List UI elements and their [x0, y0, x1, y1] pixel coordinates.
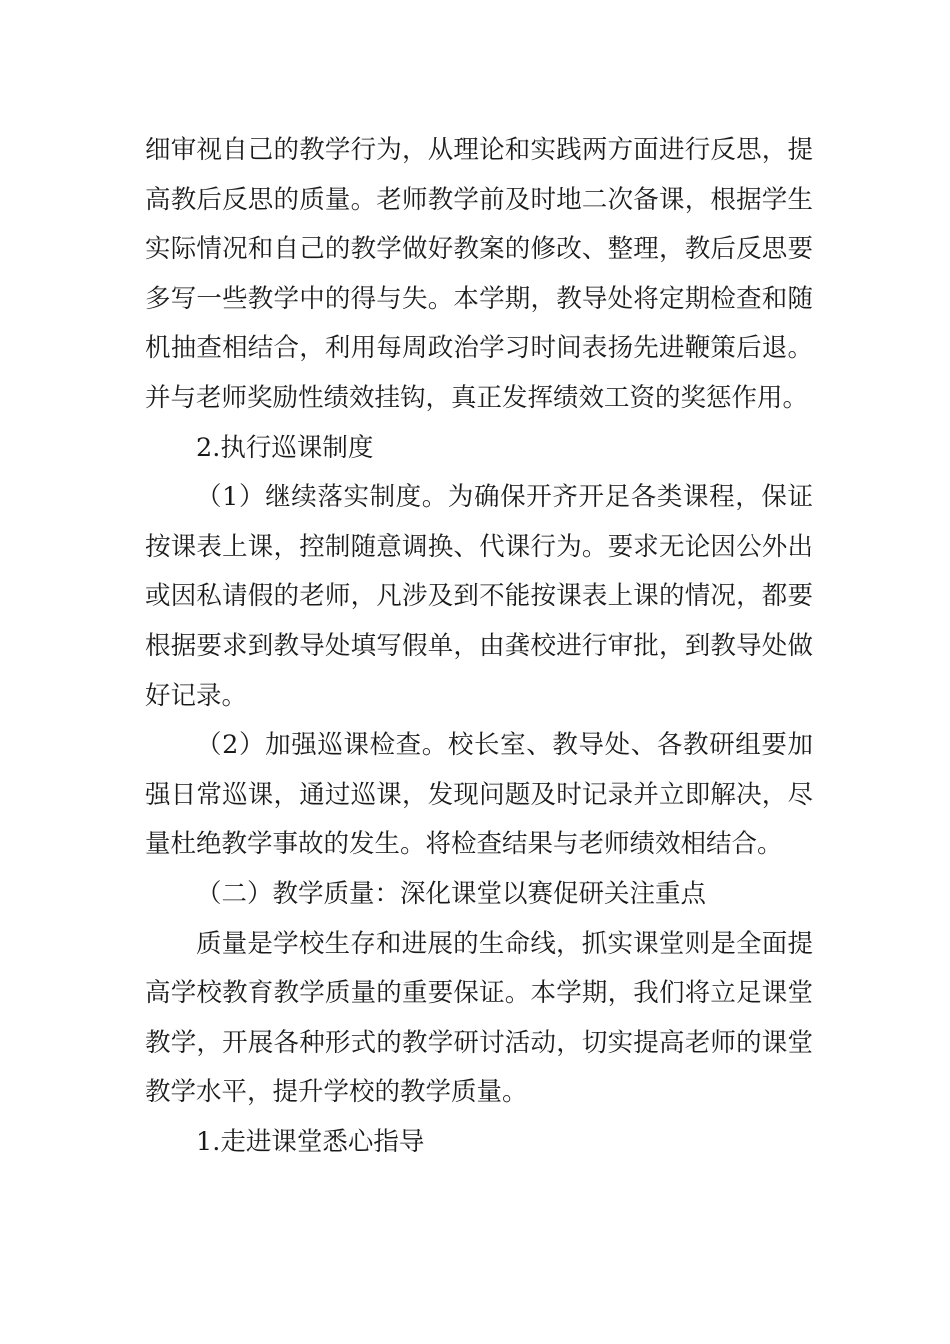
document-body: [145, 126, 813, 1167]
paragraph-quality-lifeline: 质量是学校生存和进展的生命线，抓实课堂则是全面提高学校教育教学质量的重要保证。本学期，我们将立足课堂教学，开展各种形式的教学研讨活动，切实提高老师的课堂教学水平，提升学校的教学质量。: [145, 928, 813, 1108]
heading-patrol-system: 2.执行巡课制度: [196, 432, 374, 463]
heading-enter-classroom: 1.走进课堂悉心指导: [196, 1126, 425, 1157]
heading-teaching-quality: （二）教学质量：深化课堂以赛促研关注重点: [196, 878, 707, 909]
paragraph-reflection: 细审视自己的教学行为，从理论和实践两方面进行反思，提高教后反思的质量。老师教学前及时地二次备课，根据学生实际情况和自己的教学做好教案的修改、整理，教后反思要多写一些教学中的得与失。本学期，教导处将定期检查和随机抽查相结合，利用每周政治学习时间表扬先进鞭策后退。并与老师奖励性绩效挂钩，真正发挥绩效工资的奖惩作用。: [145, 135, 813, 413]
paragraph-patrol-inspection: （2）加强巡课检查。校长室、教导处、各教研组要加强日常巡课，通过巡课，发现问题及时记录并立即解决，尽量杜绝教学事故的发生。将检查结果与老师绩效相结合。: [145, 730, 813, 860]
paragraph-implement-system: （1）继续落实制度。为确保开齐开足各类课程，保证按课表上课，控制随意调换、代课行为。要求无论因公外出或因私请假的老师，凡涉及到不能按课表上课的情况，都要根据要求到教导处填写假单，由龚校进行审批，到教导处做好记录。: [145, 482, 813, 711]
